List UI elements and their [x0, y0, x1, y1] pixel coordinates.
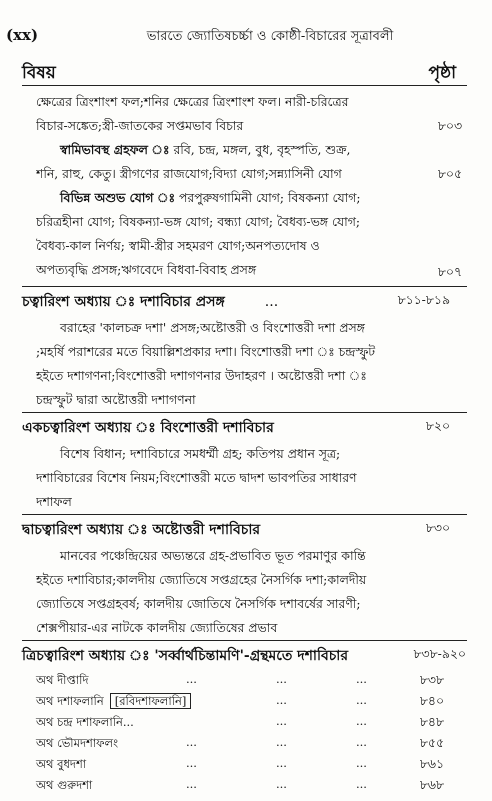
toc-line: জ্যোতিষে সপ্তগ্রহবর্ষ; কালদীয় জোতিষে নৈসর্গিক দশাবর্ষের সারণী; [36, 596, 361, 611]
entry-name: অথ বুধদশা [36, 757, 87, 771]
chapter-42-heading [22, 518, 472, 542]
toc-line: শেক্সপীয়ার-এর নাটকে কালদীয় জ্যোতিষের প্রভাব [36, 620, 278, 635]
toc-page: ৮০৩ [437, 118, 462, 133]
leader-dots: ... [264, 294, 279, 310]
toc-line: বরাহের 'কালচক্র দশা' প্রসঙ্গ;অষ্টোত্তরী ও বিংশোত্তরী দশা প্রসঙ্গ [60, 320, 365, 335]
leader-dots: ... [186, 672, 197, 686]
chapter-title: একচত্বারিংশ অধ্যায় ঃ বিংশোত্তরী দশাবিচার [22, 420, 274, 436]
entry-page: ৮৫৫ [419, 735, 444, 750]
entry-name: অথ দীপ্তাদি [36, 673, 89, 687]
chapter-page: ৮২০ [425, 418, 450, 433]
chapter-page: ৮৩৮-৯২০ [413, 646, 466, 661]
toc-line: দশাবিচারের বিশেষ নিয়ম;বিংশোত্তরী মতে দ্বাদশ ভাবপতির সাধারণ [36, 470, 357, 485]
boxed-note: [রবিদশাফলানি] [110, 693, 192, 709]
chapter-41-heading [22, 416, 472, 440]
toc-line: চরিত্রহীনা যোগ; বিষকন্যা-ভঙ্গ যোগ; বন্ধ্যা যোগ; বৈধব্য-ভঙ্গ যোগ; [36, 214, 361, 229]
toc-line: বৈধব্য-কাল নির্ণয়; স্বামী-স্ত্রীর সহমরণ যোগ;অনপত্যদোষ ও [36, 238, 320, 253]
leader-dots: ... [276, 777, 287, 791]
entry-page: ৮৬১ [419, 756, 444, 771]
leader-dots: ... [356, 756, 367, 770]
heading-rule [22, 85, 467, 86]
toc-line: ক্ষেত্রের ত্রিংশাংশ ফল;শনির ক্ষেত্রের ত্রিংশাংশ ফল। নারী-চরিত্রের [36, 94, 349, 109]
chapter-40-heading [22, 290, 472, 314]
toc-line: পরপুরুষগামিনী যোগ; বিষকন্যা যোগ; [175, 190, 361, 205]
leader-dots: ... [276, 735, 287, 749]
chapter-rule [22, 640, 467, 641]
entry-name: অথ দশাফলানি [রবিদশাফলানি] [36, 693, 191, 712]
chapter-40-contents [36, 316, 456, 412]
chapter-page: ৮১১-৮১৯ [397, 292, 450, 307]
toc-line: অপত্যবৃদ্ধি প্রসঙ্গ;ঋগবেদে বিধবা-বিবাহ প্রসঙ্গ [36, 262, 257, 277]
page-heading: পৃষ্ঠা [428, 63, 456, 83]
toc-line: চন্দ্রস্ফুট দ্বারা অষ্টোত্তরী দশাগণনা [36, 392, 196, 407]
section-heading: স্বামিভাবস্থ গ্রহফল ঃ [60, 142, 170, 157]
leader-dots: ... [276, 672, 287, 686]
chapter-41-contents [36, 442, 456, 514]
chapter-page: ৮৩০ [425, 520, 450, 535]
entry-page: ৮৬৮ [419, 777, 444, 792]
toc-line: হইতে দশাবিচার;কালদীয় জ্যোতিষে সপ্তগ্রহের নৈসর্গিক দশা;কালদীয় [36, 572, 367, 587]
section-heading: বিভিন্ন অশুভ যোগ ঃ [60, 190, 176, 205]
subject-heading: বিষয় [22, 63, 56, 83]
column-headings [22, 60, 462, 84]
leader-dots: ... [276, 756, 287, 770]
leader-dots: ... [356, 672, 367, 686]
sub-entry [36, 777, 466, 801]
leader-dots: ... [186, 735, 197, 749]
leader-dots: ... [356, 735, 367, 749]
leader-dots: ... [276, 714, 287, 728]
toc-page: ৮০৫ [437, 166, 462, 181]
chapter-43-heading [22, 644, 472, 668]
page-header [0, 26, 492, 48]
entry-page: ৮৩৮ [419, 672, 444, 687]
toc-line: হইতে দশাগণনা;বিংশোত্তরী দশাগণনার উদাহরণ । অষ্টোত্তরী দশা ঃ [36, 368, 367, 383]
toc-page: ৮০৭ [437, 264, 462, 279]
entry-name: অথ গুরুদশা [36, 778, 93, 792]
entry-page: ৮৪৮ [419, 714, 444, 729]
toc-line: শনি, রাহু, কেতু। স্ত্রীগণের রাজযোগ;বিদ্যা যোগ;সন্ন্যাসিনী যোগ [36, 166, 342, 181]
chapter-rule [22, 514, 467, 515]
chapter-title: চত্বারিংশ অধ্যায় ঃ দশাবিচার প্রসঙ্গ [22, 294, 225, 310]
toc-line: বিশেষ বিধান; দশাবিচারে সমধর্ম্মী গ্রহ; কতিপয় প্রধান সূত্র; [60, 446, 341, 461]
entry-name: অথ ভৌমদশাফলং [36, 736, 119, 750]
chapter-rule [22, 286, 467, 287]
toc-line: মানবের পঞ্চেন্দ্রিয়ের অভ্যন্তরে গ্রহ-প্রভাবিত ভূত পরমাণুর কান্তি [60, 548, 366, 563]
toc-block-1 [36, 90, 456, 138]
toc-block-2 [36, 138, 456, 186]
leader-dots: ... [186, 777, 197, 791]
toc-line: ;মহর্ষি পরাশরের মতে বিয়াল্লিশপ্রকার দশা। বিংশোত্তরী দশা ঃ চন্দ্রস্ফুট [36, 344, 376, 359]
leader-dots: ... [356, 777, 367, 791]
toc-line: রবি, চন্দ্র, মঙ্গল, বুধ, বৃহস্পতি, শুক্র, [169, 142, 351, 157]
toc-line: বিচার-সঙ্কেত;স্ত্রী-জাতকের সপ্তমভাব বিচার [36, 118, 244, 133]
leader-dots: ... [186, 756, 197, 770]
chapter-rule [22, 412, 467, 413]
entry-page: ৮৪০ [419, 693, 444, 708]
chapter-title: ত্রিচত্বারিংশ অধ্যায় ঃ 'সর্ব্বার্থচিন্তামণি'-গ্রন্থমতে দশাবিচার [22, 648, 349, 664]
toc-block-3 [36, 186, 456, 282]
page-number: (xx) [6, 26, 39, 44]
running-title: ভারতে জ্যোতিষচর্চ্চা ও কোষ্ঠী-বিচারের সূত্রাবলী [146, 29, 394, 44]
leader-dots: ... [276, 693, 287, 707]
leader-dots: ... [356, 714, 367, 728]
chapter-title: দ্বাচত্বারিংশ অধ্যায় ঃ অষ্টোত্তরী দশাবিচার [22, 522, 261, 538]
toc-line: দশাফল [36, 494, 72, 509]
entry-name: অথ চন্দ্র দশাফলানি... [36, 715, 134, 729]
leader-dots: ... [356, 693, 367, 707]
chapter-42-contents [36, 544, 456, 640]
